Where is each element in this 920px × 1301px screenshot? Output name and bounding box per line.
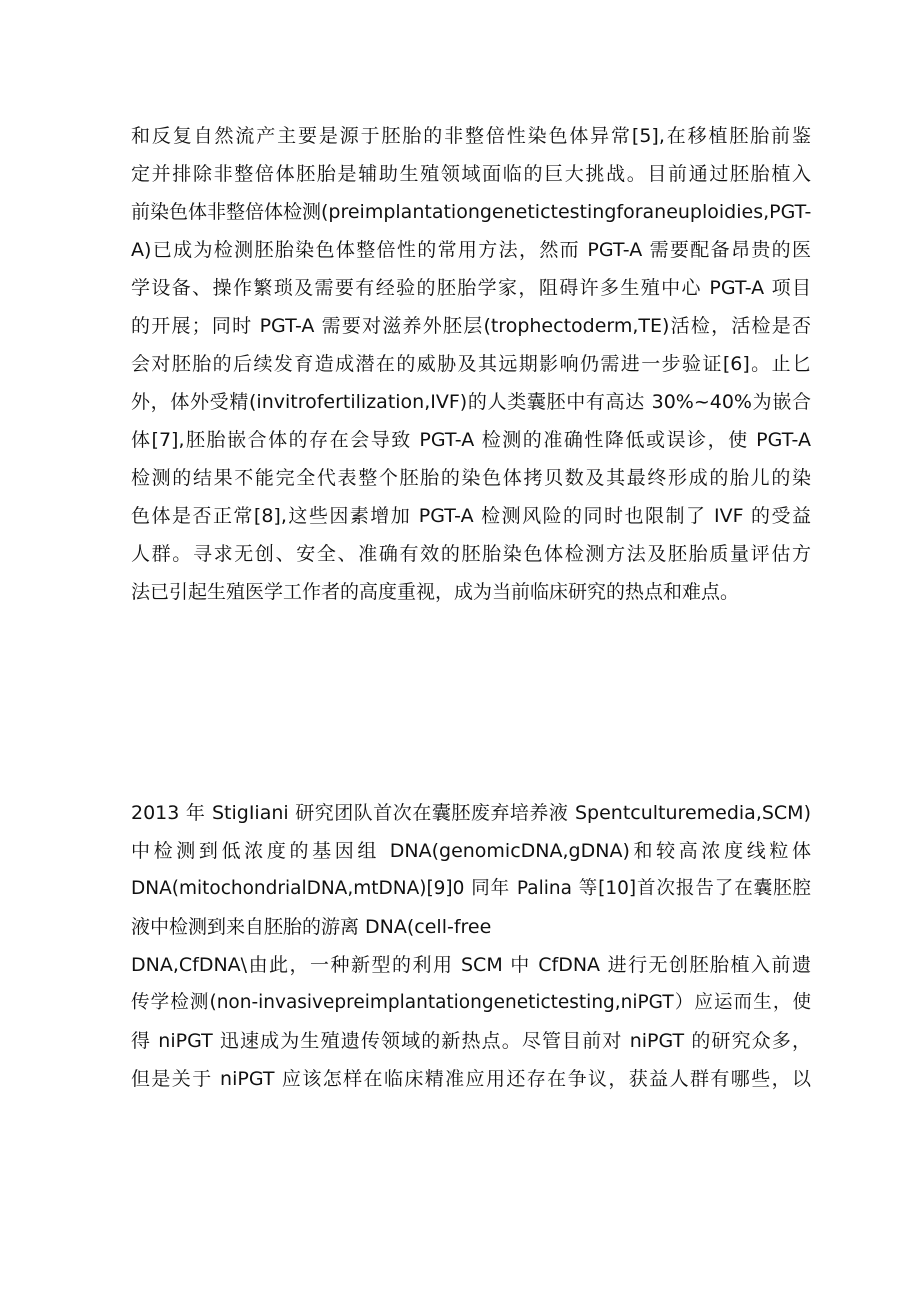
- text-line: 前染色体非整倍体检测(preimplantationgenetictestingforaneuploidies,PGT-: [131, 201, 812, 223]
- text-line: 体[7],胚胎嵌合体的存在会导致 PGT-A 检测的准确性降低或误诊，使 PGT-A: [131, 429, 811, 451]
- text-line: 得 niPGT 迅速成为生殖遗传领域的新热点。尽管目前对 niPGT 的研究众多，: [131, 1030, 811, 1052]
- text-line: 中检测到低浓度的基因组 DNA(genomicDNA,gDNA)和较高浓度线粒体: [131, 840, 811, 862]
- text-line: 和反复自然流产主要是源于胚胎的非整倍性染色体异常[5],在移植胚胎前鉴: [131, 125, 811, 147]
- text-line: 2013 年 StigIiani 研究团队首次在囊胚废弃培养液 Spentculturemedia,SCM): [131, 802, 811, 824]
- text-line: 学设备、操作繁琐及需要有经验的胚胎学家，阻碍许多生殖中心 PGT-A 项目: [131, 277, 811, 299]
- text-line: 传学检测(non-invasivepreimplantationgenetictesting,niPGT）应运而生，使: [131, 992, 811, 1013]
- text-line: 色体是否正常[8],这些因素增加 PGT-A 检测风险的同时也限制了 IVF 的受益: [131, 505, 811, 527]
- text-line: 检测的结果不能完全代表整个胚胎的染色体拷贝数及其最终形成的胎儿的染: [131, 467, 811, 489]
- text-line-last: 法已引起生殖医学工作者的高度重视，成为当前临床研究的热点和难点。: [131, 581, 740, 603]
- text-line: 的开展；同时 PGT-A 需要对滋养外胚层(trophectoderm,TE)活检，活检是否: [131, 315, 811, 337]
- paragraph-1: [131, 117, 811, 611]
- paragraph-2: [131, 794, 811, 1098]
- text-line-short: 液中检测到来自胚胎的游离 DNA(cell-free: [131, 916, 492, 938]
- text-line: 会对胚胎的后续发育造成潜在的威胁及其远期影响仍需进一步验证[6]。止匕: [131, 353, 811, 375]
- text-line: DNA,CfDNA\由此，一种新型的利用 SCM 中 CfDNA 进行无创胚胎植入前遗: [131, 954, 811, 976]
- text-line: 人群。寻求无创、安全、准确有效的胚胎染色体检测方法及胚胎质量评估方: [131, 543, 811, 565]
- text-line: 但是关于 niPGT 应该怎样在临床精准应用还存在争议，获益人群有哪些，以: [131, 1068, 811, 1090]
- text-line: 定并排除非整倍体胚胎是辅助生殖领域面临的巨大挑战。目前通过胚胎植入: [131, 163, 811, 185]
- text-line: DNA(mitochondrialDNA,mtDNA)[9]0 同年 Palina 等[10]首次报告了在囊胚腔: [131, 878, 811, 899]
- text-line: A)已成为检测胚胎染色体整倍性的常用方法，然而 PGT-A 需要配备昂贵的医: [131, 239, 811, 261]
- text-line: 外，体外受精(invitrofertilization,IVF)的人类囊胚中有高达 30%~40%为嵌合: [131, 391, 811, 413]
